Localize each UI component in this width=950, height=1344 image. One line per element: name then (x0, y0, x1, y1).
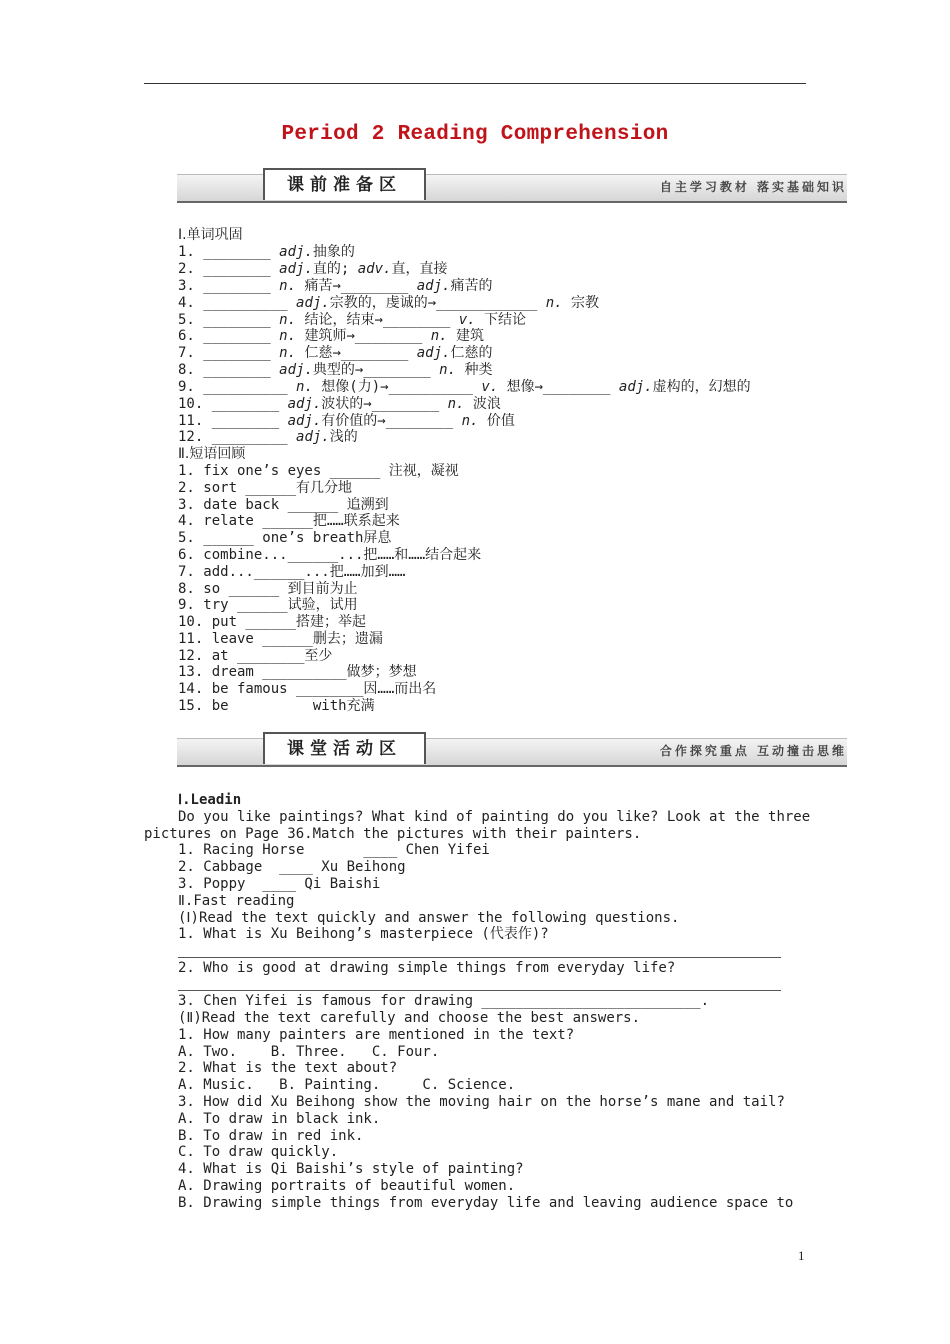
question: 2. What is the text about? (178, 1060, 398, 1076)
instruction: (Ⅰ)Read the text quickly and answer the following questions. (178, 910, 680, 926)
part-of-speech: n. (296, 379, 313, 395)
part-of-speech: adj. (287, 413, 322, 429)
phrase-heading: Ⅱ.短语回顾 (178, 446, 246, 462)
section-label: 课堂活动区 (263, 732, 426, 764)
page-number: 1 (798, 1248, 805, 1263)
vocab-item: 9. __________ n. 想像(力)→__________ v. 想像→________ adj.虚构的，幻想的 (178, 379, 751, 395)
part-of-speech: n. (279, 312, 297, 328)
phrase-item: 4. relate ______把……联系起来 (178, 513, 400, 529)
section-banner-classroom (177, 732, 847, 768)
phrase-item: 11. leave ______删去；遗漏 (178, 631, 383, 647)
leadin-line: Do you like paintings? What kind of painting do you like? Look at the three (178, 809, 811, 825)
options: A. Music. B. Painting. C. Science. (178, 1077, 516, 1093)
phrase-item: 12. at ________至少 (178, 648, 333, 664)
vocab-item: 10. ________ adj.波状的→________ n. 波浪 (178, 396, 501, 412)
fast-reading-heading: Ⅱ.Fast reading (178, 893, 295, 909)
part-of-speech: n. (279, 328, 297, 344)
vocab-item: 8. ________ adj.典型的→________ n. 种类 (178, 362, 493, 378)
vocab-item: 7. ________ n. 仁慈→________ adj.仁慈的 (178, 345, 493, 361)
question: 1. How many painters are mentioned in the text? (178, 1027, 575, 1043)
part-of-speech: adj. (279, 244, 313, 260)
header-rule (144, 83, 806, 84)
phrase-item: 1. fix one’s eyes ______ 注视，凝视 (178, 463, 459, 479)
instruction: (Ⅱ)Read the text carefully and choose the best answers. (178, 1010, 641, 1026)
vocab-item: 4. __________ adj.宗教的，虔诚的→____________ n. 宗教 (178, 295, 600, 311)
phrase-item: 5. ______ one’s breath屏息 (178, 530, 392, 546)
phrase-item: 10. put ______搭建；举起 (178, 614, 367, 630)
vocab-item: 3. ________ n. 痛苦→________ adj.痛苦的 (178, 278, 493, 294)
phrase-item: 3. date back ______ 追溯到 (178, 497, 389, 513)
match-item: 3. Poppy ____ Qi Baishi (178, 876, 381, 892)
option: A. Drawing portraits of beautiful women. (178, 1178, 516, 1194)
vocab-item: 5. ________ n. 结论，结束→________ v. 下结论 (178, 312, 527, 328)
part-of-speech: n. (439, 362, 457, 378)
leadin-heading: Ⅰ.Leadin (178, 792, 242, 808)
part-of-speech: n. (447, 396, 465, 412)
part-of-speech: n. (545, 295, 563, 311)
section-banner-preparation (177, 168, 847, 204)
phrase-item: 15. be with充满 (178, 698, 375, 714)
section-label: 课前准备区 (263, 168, 426, 200)
option: B. Drawing simple things from everyday life and leaving audience space to (178, 1195, 794, 1211)
answer-line (178, 957, 781, 958)
answer-line (178, 990, 781, 991)
part-of-speech: n. (430, 328, 448, 344)
part-of-speech: n. (461, 413, 479, 429)
phrase-item: 7. add...______...把……加到…… (178, 564, 406, 580)
part-of-speech: n. (279, 278, 297, 294)
phrase-item: 14. be famous ________因……而出名 (178, 681, 437, 697)
question: 4. What is Qi Baishi’s style of painting? (178, 1161, 524, 1177)
part-of-speech: v. (481, 379, 499, 395)
question: 1. What is Xu Beihong’s masterpiece (代表作)? (178, 926, 549, 942)
page-title: Period 2 Reading Comprehension (281, 123, 669, 146)
part-of-speech: adj. (618, 379, 653, 395)
part-of-speech: adj. (296, 429, 330, 445)
option: B. To draw in red ink. (178, 1128, 364, 1144)
part-of-speech: n. (279, 345, 297, 361)
vocab-item: 1. ________ adj.抽象的 (178, 244, 355, 260)
vocab-item: 2. ________ adj.直的; adv.直，直接 (178, 261, 448, 277)
part-of-speech: adj. (279, 261, 313, 277)
phrase-item: 13. dream __________做梦；梦想 (178, 664, 417, 680)
question: 2. Who is good at drawing simple things from everyday life? (178, 960, 676, 976)
options: A. Two. B. Three. C. Four. (178, 1044, 440, 1060)
vocab-item: 6. ________ n. 建筑师→________ n. 建筑 (178, 328, 485, 344)
question: 3. Chen Yifei is famous for drawing __________________________. (178, 993, 710, 1009)
option: A. To draw in black ink. (178, 1111, 381, 1127)
phrase-item: 6. combine...______...把……和……结合起来 (178, 547, 482, 563)
match-item: 2. Cabbage ____ Xu Beihong (178, 859, 406, 875)
part-of-speech: adv. (357, 261, 392, 277)
vocab-item: 11. ________ adj.有价值的→________ n. 价值 (178, 413, 515, 429)
part-of-speech: adj. (279, 362, 313, 378)
vocab-heading: Ⅰ.单词巩固 (178, 227, 243, 243)
part-of-speech: adj. (296, 295, 330, 311)
match-item: 1. Racing Horse ____ Chen Yifei (178, 842, 490, 858)
phrase-item: 8. so ______ 到目前为止 (178, 581, 358, 597)
section-subtitle: 合作探究重点 互动撞击思维 (659, 744, 847, 758)
question: 3. How did Xu Beihong show the moving hair on the horse’s mane and tail? (178, 1094, 785, 1110)
part-of-speech: adj. (416, 278, 451, 294)
part-of-speech: adj. (287, 396, 322, 412)
phrase-item: 9. try ______试验，试用 (178, 597, 358, 613)
leadin-line: pictures on Page 36.Match the pictures with their painters. (144, 826, 642, 842)
option: C. To draw quickly. (178, 1144, 339, 1160)
part-of-speech: v. (458, 312, 476, 328)
part-of-speech: adj. (416, 345, 451, 361)
phrase-item: 2. sort ______有几分地 (178, 480, 353, 496)
section-subtitle: 自主学习教材 落实基础知识 (659, 180, 847, 194)
vocab-item: 12. _________ adj.浅的 (178, 429, 358, 445)
